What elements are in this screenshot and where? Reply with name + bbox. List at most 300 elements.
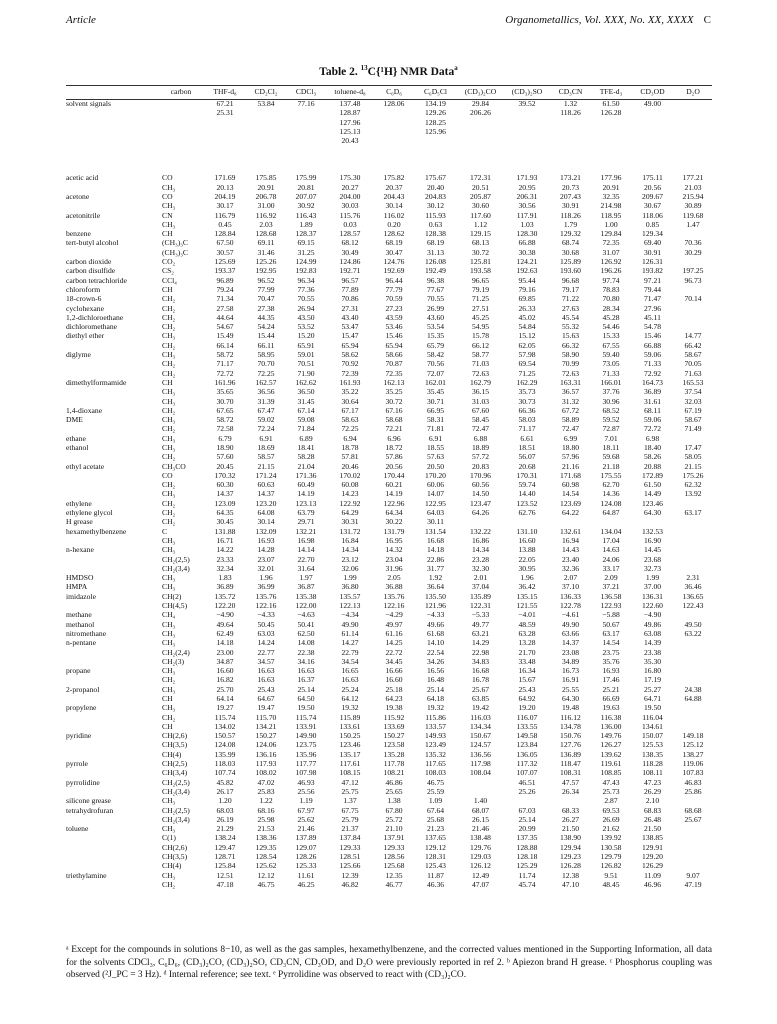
shift-cell: 129.32: [560, 229, 581, 239]
shift-cell: 27.63: [561, 303, 580, 313]
shift-cell: 30.92: [297, 201, 315, 211]
shift-cell: 134.34: [470, 721, 491, 731]
shift-cell: [631, 127, 674, 136]
shift-cell: 2.05: [387, 573, 401, 583]
shift-cell: 22.38: [297, 647, 315, 657]
shift-cell: 57.81: [341, 452, 359, 462]
carbon-cell: CO: [162, 470, 173, 480]
shift-cell: 49.00: [643, 99, 662, 108]
shift-cell: 138.90: [560, 833, 581, 843]
carbon-cell: CH₃: [162, 182, 176, 192]
table-row: [66, 778, 712, 787]
shift-cell: 49.86: [643, 619, 662, 629]
shift-cell: 34.87: [216, 656, 234, 666]
carbon-cell: CH₃: [162, 331, 176, 341]
shift-cell: 37.00: [643, 582, 662, 592]
shift-cell: 6.98: [645, 433, 660, 443]
shift-cell: 14.19: [297, 489, 315, 499]
shift-cell: 77.16: [297, 99, 315, 108]
shift-cell: 68.74: [561, 238, 580, 248]
table-row: [66, 173, 712, 182]
shift-cell: 31.45: [297, 396, 315, 406]
shift-cell: 65.91: [297, 340, 315, 350]
shift-cell: 204.83: [425, 191, 446, 201]
shift-cell: 136.05: [516, 749, 538, 759]
carbon-cell: CH₃: [162, 545, 176, 555]
table-row: [66, 257, 712, 266]
compound-cell: [66, 536, 158, 545]
column-header-row: [66, 85, 712, 99]
shift-cell: 95.44: [518, 275, 536, 285]
shift-cell: 135.76: [255, 591, 277, 601]
carbon-cell: CH₃: [162, 387, 176, 397]
shift-cell: 20.50: [426, 461, 445, 471]
shift-cell: 170.32: [214, 470, 236, 480]
shift-cell: [674, 164, 712, 173]
shift-cell: 1.96: [520, 573, 534, 583]
shift-cell: 161.93: [339, 377, 361, 387]
shift-cell: 25.70: [216, 684, 234, 694]
shift-cell: 70.05: [684, 359, 702, 369]
shift-cell: 18.69: [257, 442, 275, 452]
shift-cell: 139.62: [600, 749, 622, 759]
shift-cell: 62.76: [518, 508, 536, 518]
shift-cell: 192.83: [295, 266, 317, 276]
shift-cell: 17.04: [602, 535, 620, 545]
compound-cell: [66, 164, 158, 173]
column-header: CD₂Cl₂: [254, 87, 278, 97]
shift-cell: 16.95: [385, 535, 403, 545]
carbon-cell: CH(2,6): [162, 731, 188, 741]
shift-cell: 135.76: [383, 591, 405, 601]
shift-cell: 59.74: [518, 480, 536, 490]
shift-cell: 14.54: [561, 489, 580, 499]
shift-cell: 15.44: [257, 331, 275, 341]
caption-prefix: Table 2.: [319, 65, 361, 78]
shift-cell: 11.87: [427, 870, 444, 880]
compound-cell: [66, 750, 158, 759]
shift-cell: 21.10: [385, 824, 403, 834]
shift-cell: 63.17: [602, 628, 620, 638]
column-header: TFE-d₃: [599, 87, 623, 97]
shift-cell: 55.32: [561, 322, 580, 332]
shift-cell: 137.84: [339, 833, 361, 843]
carbon-cell: CH: [162, 694, 173, 703]
shift-cell: [457, 164, 504, 173]
shift-cell: 32.35: [602, 191, 620, 201]
table-row: [66, 183, 712, 192]
shift-cell: 23.04: [385, 554, 403, 564]
shift-cell: 46.93: [297, 777, 315, 787]
shift-cell: 16.48: [426, 675, 445, 685]
shift-cell: 14.34: [471, 545, 490, 555]
shift-cell: 49.90: [561, 619, 580, 629]
shift-cell: 193.82: [642, 266, 663, 276]
shift-cell: 6.91: [428, 433, 443, 443]
shift-cell: 122.95: [425, 498, 446, 508]
compound-cell: methane: [66, 610, 92, 620]
shift-cell: 72.72: [643, 424, 662, 434]
shift-cell: [326, 145, 374, 154]
carbon-cell: CH₂(3,4): [162, 786, 190, 796]
shift-cell: 119.61: [600, 759, 622, 769]
shift-cell: 128.71: [214, 852, 236, 862]
shift-cell: 123.20: [255, 498, 277, 508]
shift-cell: 31.77: [426, 563, 445, 573]
shift-cell: 58.05: [684, 452, 702, 462]
shift-cell: 36.57: [561, 387, 580, 397]
shift-cell: 58.57: [257, 452, 275, 462]
shift-cell: 138.24: [214, 833, 236, 843]
column-header: C₆D₆: [386, 87, 402, 97]
shift-cell: [374, 118, 414, 127]
shift-cell: 66.12: [471, 340, 490, 350]
shift-cell: 33.17: [602, 563, 620, 573]
shift-cell: 26.34: [561, 786, 580, 796]
shift-cell: 14.37: [561, 638, 580, 648]
shift-cell: 72.63: [561, 368, 580, 378]
shift-cell: 36.89: [216, 582, 234, 592]
shift-cell: 67.80: [385, 805, 403, 815]
compound-cell: 18-crown-6: [66, 294, 102, 304]
shift-cell: 64.87: [602, 508, 620, 518]
shift-cell: 15.49: [216, 331, 234, 341]
shift-cell: 57.72: [471, 452, 490, 462]
shift-cell: 122.60: [642, 601, 663, 611]
table-row: [66, 555, 712, 564]
shift-cell: 44.64: [216, 312, 234, 322]
shift-cell: 25.73: [602, 786, 620, 796]
shift-cell: 192.95: [255, 266, 277, 276]
shift-cell: [326, 155, 374, 164]
shift-cell: 34.57: [257, 656, 275, 666]
compound-cell: [66, 480, 158, 489]
table-row: [66, 592, 712, 601]
shift-cell: 108.11: [642, 768, 663, 778]
shift-cell: [414, 145, 457, 154]
shift-cell: 171.69: [214, 173, 236, 183]
shift-cell: 78.83: [602, 284, 620, 294]
shift-cell: 25.67: [471, 684, 490, 694]
shift-cell: 70.87: [385, 359, 403, 369]
shift-cell: 124.76: [383, 257, 405, 267]
shift-cell: 165.53: [682, 377, 704, 387]
shift-cell: [591, 127, 631, 136]
shift-cell: 13.88: [518, 545, 536, 555]
shift-cell: 20.88: [643, 461, 662, 471]
shift-cell: [457, 517, 504, 526]
shift-cell: 66.32: [561, 340, 580, 350]
shift-cell: 63.17: [684, 508, 702, 518]
shift-cell: 15.46: [385, 331, 403, 341]
compound-cell: [66, 843, 158, 852]
shift-cell: 68.16: [257, 805, 275, 815]
shift-cell: 21.46: [471, 824, 490, 834]
shift-cell: 20.73: [561, 182, 580, 192]
shift-cell: 128.31: [425, 852, 446, 862]
compound-cell: nitromethane: [66, 628, 107, 638]
compound-cell: [66, 768, 158, 777]
shift-cell: [246, 136, 286, 145]
shift-cell: 30.71: [426, 396, 445, 406]
table-row: [66, 852, 712, 861]
shift-cell: 79.19: [471, 284, 490, 294]
shift-cell: 66.88: [643, 340, 662, 350]
shift-cell: 128.38: [425, 229, 446, 239]
shift-cell: 171.68: [560, 470, 581, 480]
shift-cell: 46.86: [385, 777, 403, 787]
shift-cell: 46.75: [257, 879, 275, 889]
shift-cell: 65.94: [385, 340, 403, 350]
shift-cell: 1.99: [343, 573, 357, 583]
compound-cell: [66, 815, 158, 824]
shift-cell: 62.49: [216, 628, 234, 638]
shift-cell: 21.23: [426, 824, 445, 834]
shift-cell: [374, 164, 414, 173]
shift-cell: 61.68: [426, 628, 445, 638]
shift-cell: 192.71: [339, 266, 361, 276]
shift-cell: 124.57: [470, 740, 491, 750]
shift-cell: 204.43: [383, 191, 405, 201]
shift-cell: 68.13: [471, 238, 490, 248]
running-header: [66, 14, 711, 30]
shift-cell: 58.45: [471, 415, 490, 425]
shift-cell: 58.42: [426, 350, 445, 360]
shift-cell: 46.25: [297, 879, 315, 889]
compound-cell: ethylene glycol: [66, 508, 113, 518]
shift-cell: 72.92: [643, 368, 662, 378]
shift-cell: 123.58: [383, 740, 405, 750]
shift-cell: 45.11: [644, 312, 661, 322]
column-header: CDCl₃: [295, 87, 317, 97]
shift-cell: 1.92: [428, 573, 443, 583]
shift-cell: [246, 164, 286, 173]
compound-cell: propane: [66, 666, 91, 676]
shift-cell: 16.60: [385, 675, 403, 685]
shift-cell: 45.02: [518, 312, 536, 322]
shift-cell: 0.20: [387, 219, 401, 229]
shift-cell: 66.42: [684, 340, 702, 350]
shift-cell: 6.89: [299, 433, 313, 443]
header-journal-text: Organometallics, Vol. XXX, No. XX, XXXX: [505, 14, 694, 26]
carbon-cell: CH₃: [162, 796, 176, 806]
shift-cell: 136.65: [682, 591, 704, 601]
shift-cell: 96.73: [684, 275, 702, 285]
table-row: [66, 136, 712, 145]
table-row: [66, 545, 712, 554]
table-row: [66, 694, 712, 703]
shift-cell: 30.31: [341, 517, 359, 527]
shift-cell: [504, 517, 550, 526]
shift-cell: 126.28: [560, 861, 581, 871]
shift-cell: 64.14: [216, 694, 234, 703]
shift-cell: [550, 517, 591, 526]
shift-cell: [286, 108, 326, 117]
shift-cell: 37.21: [602, 582, 620, 592]
shift-cell: 138.27: [682, 749, 704, 759]
compound-cell: [66, 108, 158, 117]
shift-cell: 44.35: [257, 312, 275, 322]
table-row: [66, 499, 712, 508]
shift-cell: −4.61: [561, 610, 580, 620]
shift-cell: 25.26: [518, 786, 536, 796]
shift-cell: 14.37: [216, 489, 234, 499]
shift-cell: [674, 304, 712, 313]
shift-cell: 71.22: [561, 294, 580, 304]
shift-cell: 1.99: [645, 573, 660, 583]
header-section: Article: [66, 14, 96, 26]
shift-cell: 16.63: [297, 666, 315, 676]
shift-cell: 125.33: [295, 861, 317, 871]
shift-cell: 125.13: [339, 126, 361, 136]
shift-cell: 77.89: [341, 284, 359, 294]
compound-cell: solvent signals: [66, 99, 111, 108]
shift-cell: 23.40: [561, 554, 580, 564]
shift-cell: [374, 136, 414, 145]
shift-cell: 30.29: [684, 247, 702, 257]
column-header: carbon: [170, 87, 192, 97]
shift-cell: 136.00: [600, 721, 622, 731]
shift-cell: 79.16: [518, 284, 536, 294]
shift-cell: 72.47: [471, 424, 490, 434]
shift-cell: 126.92: [600, 257, 622, 267]
shift-cell: 123.09: [214, 498, 236, 508]
shift-cell: 70.56: [426, 359, 445, 369]
shift-cell: [674, 434, 712, 443]
shift-cell: 118.03: [214, 759, 236, 769]
shift-cell: 31.46: [257, 247, 275, 257]
carbon-cell: CH(3,5): [162, 852, 188, 862]
shift-cell: 122.96: [383, 498, 405, 508]
shift-cell: 16.37: [297, 675, 315, 685]
shift-cell: 47.57: [561, 777, 580, 787]
shift-cell: 45.54: [561, 312, 580, 322]
shift-cell: 18.78: [341, 442, 359, 452]
shift-cell: [374, 108, 414, 117]
shift-cell: 21.50: [561, 824, 580, 834]
shift-cell: 124.21: [516, 257, 538, 267]
shift-cell: 125.26: [255, 257, 277, 267]
shift-cell: 57.98: [518, 350, 536, 360]
compound-cell: acetic acid: [66, 173, 99, 183]
shift-cell: 26.29: [643, 786, 662, 796]
carbon-cell: CS₂: [162, 266, 174, 276]
compound-cell: benzene: [66, 229, 91, 239]
shift-cell: 12.38: [561, 870, 580, 880]
shift-cell: 119.68: [682, 210, 704, 220]
shift-cell: 58.67: [684, 415, 702, 425]
shift-cell: 33.48: [518, 656, 536, 666]
shift-cell: 150.57: [214, 731, 236, 741]
shift-cell: 192.69: [383, 266, 405, 276]
shift-cell: 129.94: [560, 842, 581, 852]
shift-cell: 22.77: [257, 647, 275, 657]
carbon-cell: CH₃: [162, 535, 176, 545]
table-row: [66, 536, 712, 545]
table-row: [66, 740, 712, 749]
shift-cell: 30.14: [385, 201, 403, 211]
table-row: [66, 806, 712, 815]
shift-cell: 71.03: [471, 359, 490, 369]
shift-cell: 50.41: [297, 619, 315, 629]
table-body: [66, 99, 712, 889]
carbon-cell: [158, 164, 204, 173]
shift-cell: 123.13: [295, 498, 317, 508]
shift-cell: 123.75: [295, 740, 317, 750]
shift-cell: 34.26: [426, 656, 445, 666]
shift-cell: 170.02: [339, 470, 361, 480]
shift-cell: 70.80: [602, 294, 620, 304]
shift-cell: 29.84: [471, 99, 490, 108]
shift-cell: [631, 108, 674, 117]
table-row: [66, 276, 712, 285]
shift-cell: 125.62: [255, 861, 277, 871]
shift-cell: 58.67: [684, 350, 702, 360]
shift-cell: 30.67: [643, 201, 662, 211]
table-row: [66, 610, 712, 619]
shift-cell: 122.31: [470, 601, 491, 611]
carbon-cell: CH(4,5): [162, 601, 188, 611]
shift-cell: 25.83: [257, 786, 275, 796]
carbon-cell: C: [162, 526, 168, 536]
shift-cell: 20.91: [257, 182, 275, 192]
shift-cell: 149.90: [295, 731, 317, 741]
carbon-cell: CH₂: [162, 879, 176, 889]
shift-cell: 108.02: [255, 768, 277, 778]
shift-cell: 69.54: [518, 359, 536, 369]
shift-cell: 177.96: [600, 173, 622, 183]
shift-cell: 130.58: [600, 842, 622, 852]
shift-cell: 70.51: [297, 359, 315, 369]
shift-cell: 16.94: [561, 535, 580, 545]
carbon-cell: CH₂: [162, 508, 176, 518]
shift-cell: [457, 136, 504, 145]
column-header: CD₃OD: [640, 87, 665, 97]
compound-cell: [66, 341, 158, 350]
shift-cell: [591, 164, 631, 173]
shift-cell: 36.46: [684, 582, 702, 592]
shift-cell: −4.29: [385, 610, 403, 620]
carbon-cell: CH₃: [162, 573, 176, 583]
compound-cell: HMDSO: [66, 573, 94, 583]
table-row: [66, 759, 712, 768]
compound-cell: diglyme: [66, 350, 91, 360]
compound-cell: ethyl acetate: [66, 461, 105, 471]
shift-cell: 6.61: [520, 433, 534, 443]
shift-cell: 64.23: [385, 694, 403, 703]
shift-cell: 70.70: [257, 359, 275, 369]
compound-cell: [66, 852, 158, 861]
shift-cell: 209.67: [642, 191, 663, 201]
table-row: [66, 145, 712, 154]
header-page: C: [703, 14, 711, 26]
shift-cell: 134.04: [600, 526, 622, 536]
shift-cell: 16.63: [257, 666, 275, 676]
shift-cell: 16.68: [471, 666, 490, 676]
shift-cell: 97.74: [602, 275, 620, 285]
carbon-cell: CH₂(2,5): [162, 554, 190, 564]
shift-cell: 122.13: [339, 601, 361, 611]
shift-cell: 136.58: [600, 591, 622, 601]
shift-cell: 18.55: [426, 442, 445, 452]
compound-cell: 1,4-dioxane: [66, 405, 103, 415]
shift-cell: 128.54: [255, 852, 277, 862]
shift-cell: 16.82: [216, 675, 234, 685]
shift-cell: 53.46: [385, 322, 403, 332]
shift-cell: [550, 164, 591, 173]
shift-cell: 150.27: [255, 731, 277, 741]
header-journal: [505, 14, 711, 26]
